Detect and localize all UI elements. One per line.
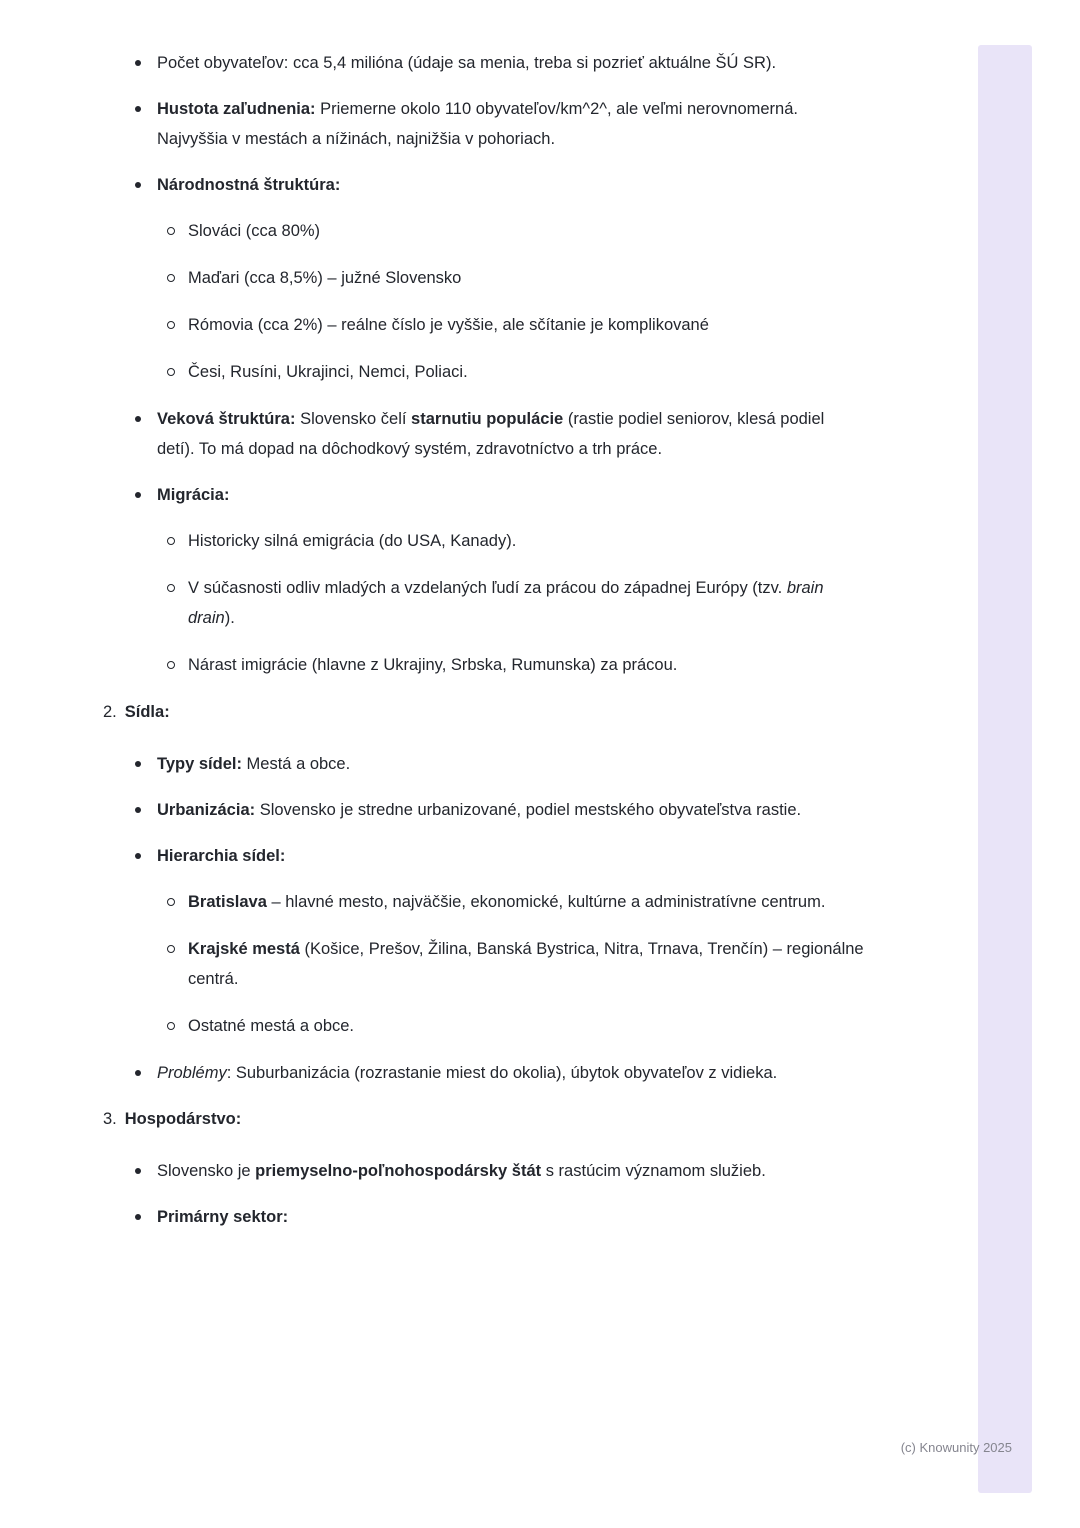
list-item-text: Počet obyvateľov: cca 5,4 milióna (údaje sa menia, treba si pozrieť aktuálne ŠÚ SR). (157, 54, 777, 72)
list-item (103, 749, 865, 779)
list-item-text: Krajské mestá (Košice, Prešov, Žilina, Banská Bystrica, Nitra, Trnava, Trenčín) – regionálne centrá. (188, 940, 864, 988)
list-item-text: Hospodárstvo: (124, 1110, 242, 1128)
list-item-text: Maďari (cca 8,5%) – južné Slovensko (188, 269, 462, 287)
list-item-text: Slovensko je priemyselno-poľnohospodársky štát s rastúcim významom služieb. (157, 1162, 766, 1180)
list-item (103, 357, 865, 387)
list-number: 3. (103, 1110, 117, 1128)
watermark: (c) Knowunity 2025 (900, 1440, 1012, 1455)
circle-bullet-icon (167, 898, 175, 906)
list-item-text: Hustota zaľudnenia: Priemerne okolo 110 obyvateľov/km^2^, ale veľmi nerovnomerná. Najvyššia v mestách a nížinách, najnižšia v pohoriach. (157, 100, 798, 148)
bullet-icon (135, 416, 141, 422)
list-item (103, 934, 865, 994)
list-item-text: Sídla: (124, 703, 170, 721)
bullet-icon (135, 807, 141, 813)
list-item (103, 650, 865, 680)
circle-bullet-icon (167, 368, 175, 376)
list-item-text: Česi, Rusíni, Ukrajinci, Nemci, Poliaci. (188, 363, 468, 381)
list-item (103, 310, 865, 340)
list-number: 2. (103, 703, 117, 721)
bullet-icon (135, 1168, 141, 1174)
circle-bullet-icon (167, 274, 175, 282)
bullet-icon (135, 182, 141, 188)
bullet-icon (135, 1070, 141, 1076)
list-item (103, 48, 865, 78)
list-item-text: Primárny sektor: (157, 1208, 289, 1226)
list-item (103, 795, 865, 825)
circle-bullet-icon (167, 537, 175, 545)
list-item-text: Problémy: Suburbanizácia (rozrastanie miest do okolia), úbytok obyvateľov z vidieka. (157, 1064, 778, 1082)
list-item (103, 1202, 865, 1232)
bullet-icon (135, 492, 141, 498)
list-item (103, 404, 865, 464)
list-item (103, 170, 865, 200)
bullet-icon (135, 60, 141, 66)
numbered-heading (103, 697, 865, 727)
list-item (103, 841, 865, 871)
bullet-icon (135, 1214, 141, 1220)
bullet-icon (135, 106, 141, 112)
list-item-text: Historicky silná emigrácia (do USA, Kanady). (188, 532, 517, 550)
circle-bullet-icon (167, 584, 175, 592)
scrollbar-track[interactable] (978, 45, 1032, 1493)
list-item (103, 887, 865, 917)
list-item-text: V súčasnosti odliv mladých a vzdelaných ľudí za prácou do západnej Európy (tzv. brain drain). (188, 579, 824, 627)
list-item (103, 94, 865, 154)
list-item-text: Hierarchia sídel: (157, 847, 286, 865)
list-item (103, 216, 865, 246)
list-item (103, 263, 865, 293)
list-item-text: Nárast imigrácie (hlavne z Ukrajiny, Srbska, Rumunska) za prácou. (188, 656, 678, 674)
list-item (103, 480, 865, 510)
circle-bullet-icon (167, 227, 175, 235)
list-item (103, 1058, 865, 1088)
list-item-text: Slováci (cca 80%) (188, 222, 321, 240)
numbered-heading (103, 1104, 865, 1134)
list-item (103, 573, 865, 633)
list-item (103, 1011, 865, 1041)
list-item-text: Veková štruktúra: Slovensko čelí starnutiu populácie (rastie podiel seniorov, klesá podiel detí). To má dopad na dôchodkový systém, zdravotníctvo a trh práce. (157, 410, 825, 458)
circle-bullet-icon (167, 1022, 175, 1030)
circle-bullet-icon (167, 661, 175, 669)
notes-content-list (103, 48, 865, 1248)
list-item-text: Rómovia (cca 2%) – reálne číslo je vyššie, ale sčítanie je komplikované (188, 316, 709, 334)
bullet-icon (135, 853, 141, 859)
circle-bullet-icon (167, 945, 175, 953)
circle-bullet-icon (167, 321, 175, 329)
list-item-text: Urbanizácia: Slovensko je stredne urbanizované, podiel mestského obyvateľstva rastie. (157, 801, 802, 819)
list-item-text: Bratislava – hlavné mesto, najväčšie, ekonomické, kultúrne a administratívne centrum. (188, 893, 826, 911)
list-item-text: Ostatné mestá a obce. (188, 1017, 355, 1035)
list-item-text: Migrácia: (157, 486, 230, 504)
list-item-text: Národnostná štruktúra: (157, 176, 341, 194)
list-item-text: Typy sídel: Mestá a obce. (157, 755, 351, 773)
list-item (103, 526, 865, 556)
bullet-icon (135, 761, 141, 767)
list-item (103, 1156, 865, 1186)
